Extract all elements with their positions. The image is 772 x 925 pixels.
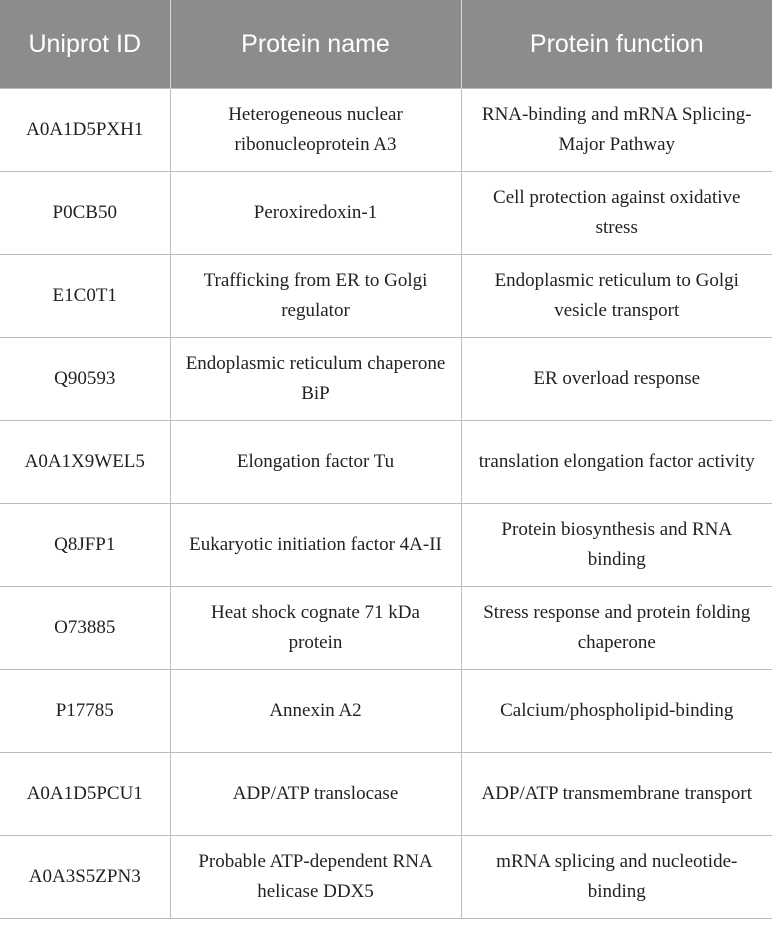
table-row bbox=[0, 171, 772, 254]
cell-uniprot-id: P17785 bbox=[0, 669, 170, 752]
cell-protein-function: Cell protection against oxidative stress bbox=[461, 171, 772, 254]
table-row bbox=[0, 254, 772, 337]
cell-protein-name: Probable ATP-dependent RNA helicase DDX5 bbox=[170, 835, 461, 918]
cell-protein-function: RNA-binding and mRNA Splicing-Major Pathway bbox=[461, 88, 772, 171]
cell-protein-function: Endoplasmic reticulum to Golgi vesicle transport bbox=[461, 254, 772, 337]
cell-uniprot-id: A0A3S5ZPN3 bbox=[0, 835, 170, 918]
cell-protein-function: Protein biosynthesis and RNA binding bbox=[461, 503, 772, 586]
table-row bbox=[0, 586, 772, 669]
table-row bbox=[0, 503, 772, 586]
cell-uniprot-id: A0A1D5PCU1 bbox=[0, 752, 170, 835]
cell-protein-name: Annexin A2 bbox=[170, 669, 461, 752]
cell-uniprot-id: Q90593 bbox=[0, 337, 170, 420]
table-row bbox=[0, 337, 772, 420]
table-row bbox=[0, 835, 772, 918]
table-row bbox=[0, 752, 772, 835]
table-row bbox=[0, 88, 772, 171]
table-row bbox=[0, 669, 772, 752]
header-protein-name: Protein name bbox=[170, 0, 461, 88]
cell-protein-function: ER overload response bbox=[461, 337, 772, 420]
cell-protein-function: ADP/ATP transmembrane transport bbox=[461, 752, 772, 835]
cell-protein-function: mRNA splicing and nucleotide-binding bbox=[461, 835, 772, 918]
cell-protein-name: Heterogeneous nuclear ribonucleoprotein A3 bbox=[170, 88, 461, 171]
cell-protein-function: translation elongation factor activity bbox=[461, 420, 772, 503]
cell-protein-name: Peroxiredoxin-1 bbox=[170, 171, 461, 254]
table-body bbox=[0, 88, 772, 918]
cell-uniprot-id: E1C0T1 bbox=[0, 254, 170, 337]
cell-protein-function: Stress response and protein folding chaperone bbox=[461, 586, 772, 669]
header-protein-function: Protein function bbox=[461, 0, 772, 88]
cell-protein-name: ADP/ATP translocase bbox=[170, 752, 461, 835]
cell-uniprot-id: A0A1X9WEL5 bbox=[0, 420, 170, 503]
cell-uniprot-id: Q8JFP1 bbox=[0, 503, 170, 586]
cell-uniprot-id: A0A1D5PXH1 bbox=[0, 88, 170, 171]
cell-protein-name: Elongation factor Tu bbox=[170, 420, 461, 503]
header-row bbox=[0, 0, 772, 88]
table-row bbox=[0, 420, 772, 503]
cell-protein-name: Eukaryotic initiation factor 4A-II bbox=[170, 503, 461, 586]
cell-protein-function: Calcium/phospholipid-binding bbox=[461, 669, 772, 752]
cell-uniprot-id: O73885 bbox=[0, 586, 170, 669]
header-uniprot-id: Uniprot ID bbox=[0, 0, 170, 88]
cell-protein-name: Heat shock cognate 71 kDa protein bbox=[170, 586, 461, 669]
table-header bbox=[0, 0, 772, 88]
cell-uniprot-id: P0CB50 bbox=[0, 171, 170, 254]
cell-protein-name: Trafficking from ER to Golgi regulator bbox=[170, 254, 461, 337]
cell-protein-name: Endoplasmic reticulum chaperone BiP bbox=[170, 337, 461, 420]
